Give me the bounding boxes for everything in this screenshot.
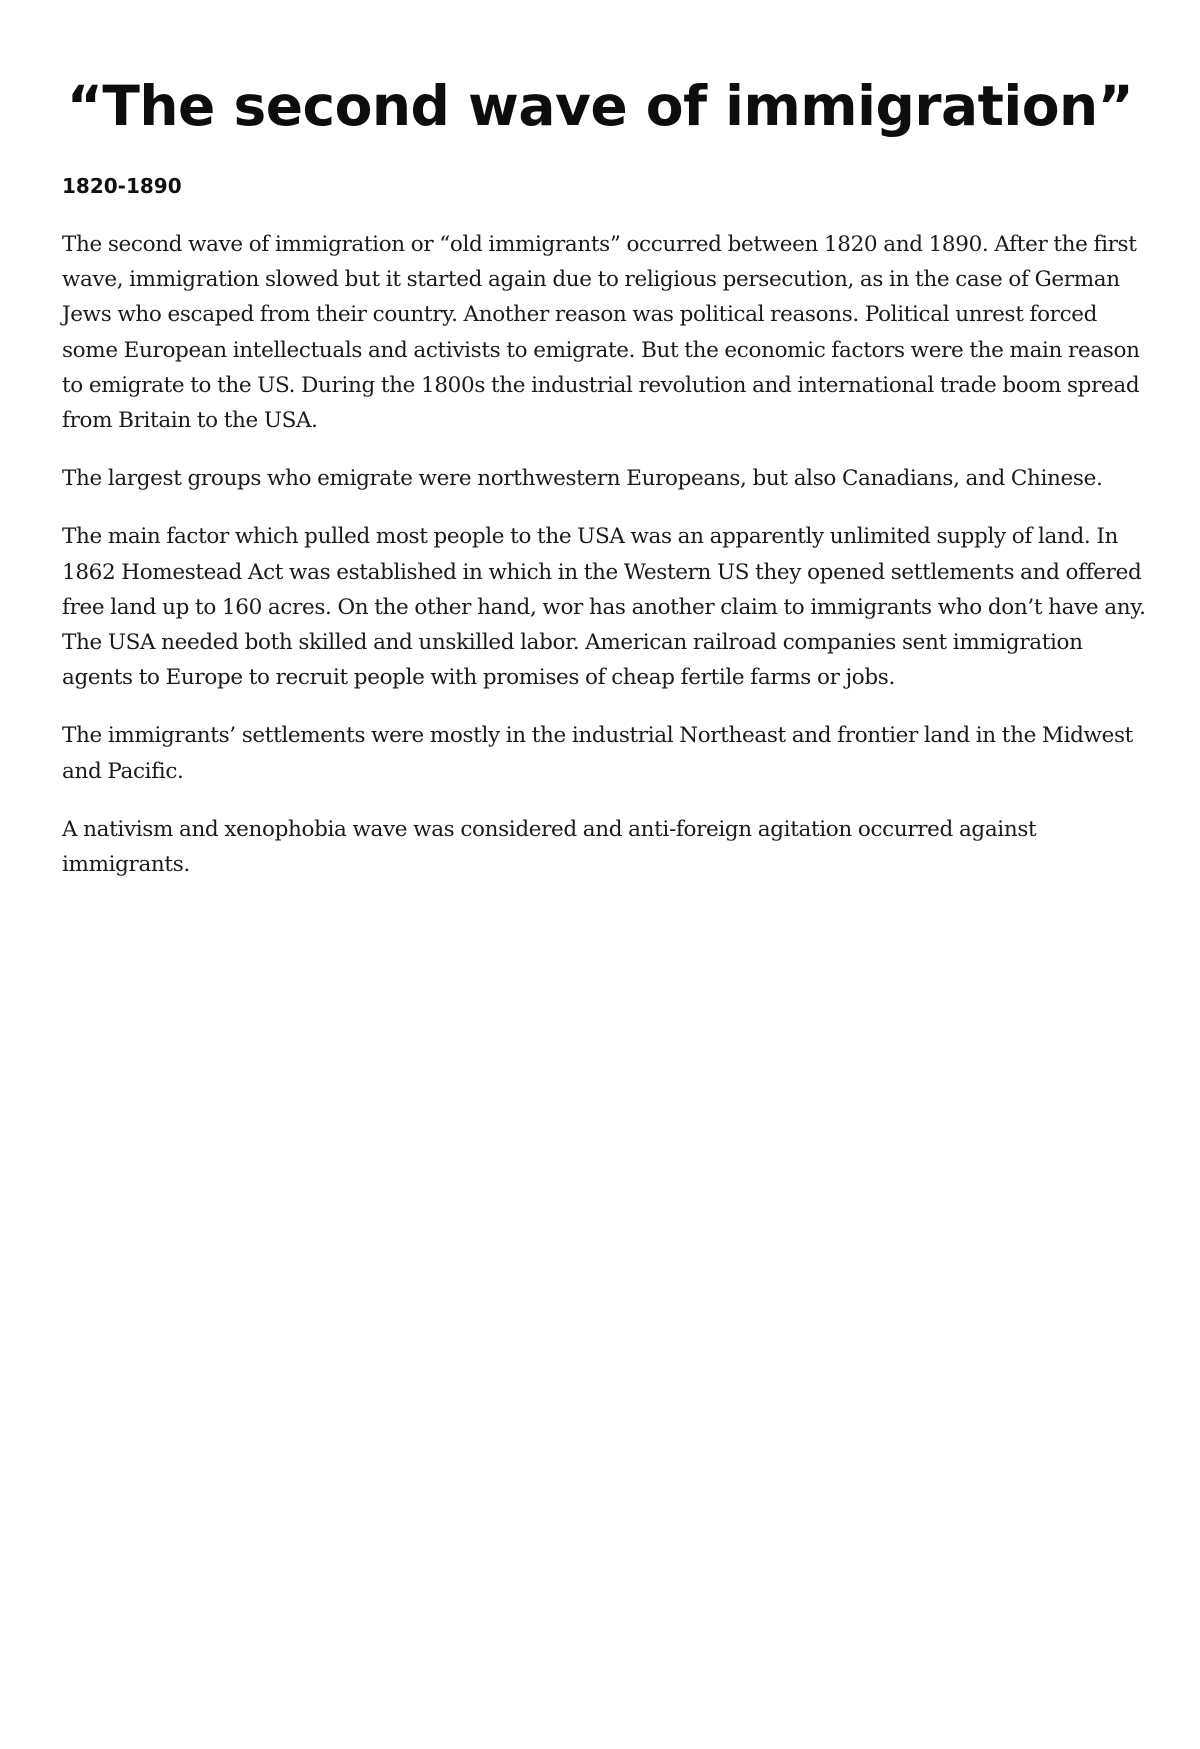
paragraph-pull-factors: The main factor which pulled most people to the USA was an apparently unlimited supply of land. In 1862 Homestead Act was established in which in the Western US they opened settlements and offered free land up to 160 acres. On the other hand, wor has another claim to immigrants who don’t have any. The USA needed both skilled and unskilled labor. American railroad companies sent immigration agents to Europe to recruit people with promises of cheap fertile farms or jobs. — [62, 524, 1146, 691]
paragraph-settlements: The immigrants’ settlements were mostly in the industrial Northeast and frontier land in the Midwest and Pacific. — [62, 723, 1133, 784]
paragraph-nativism: A nativism and xenophobia wave was considered and anti-foreign agitation occurred against immigrants. — [62, 816, 1037, 878]
body-text — [62, 227, 1152, 905]
page-title: “The second wave of immigration” — [66, 74, 1134, 138]
date-range-heading: 1820-1890 — [62, 174, 182, 198]
paragraph-groups: The largest groups who emigrate were northwestern Europeans, but also Canadians, and Chinese. — [62, 466, 1103, 492]
paragraph-causes: The second wave of immigration or “old immigrants” occurred between 1820 and 1890. After the first wave, immigration slowed but it started again due to religious persecution, as in the case of German Jews who escaped from their country. Another reason was political reasons. Political unrest forced some European intellectuals and activists to emigrate. But the economic factors were the main reason to emigrate to the US. During the 1800s the industrial revolution and international trade boom spread from Britain to the USA. — [62, 232, 1140, 434]
